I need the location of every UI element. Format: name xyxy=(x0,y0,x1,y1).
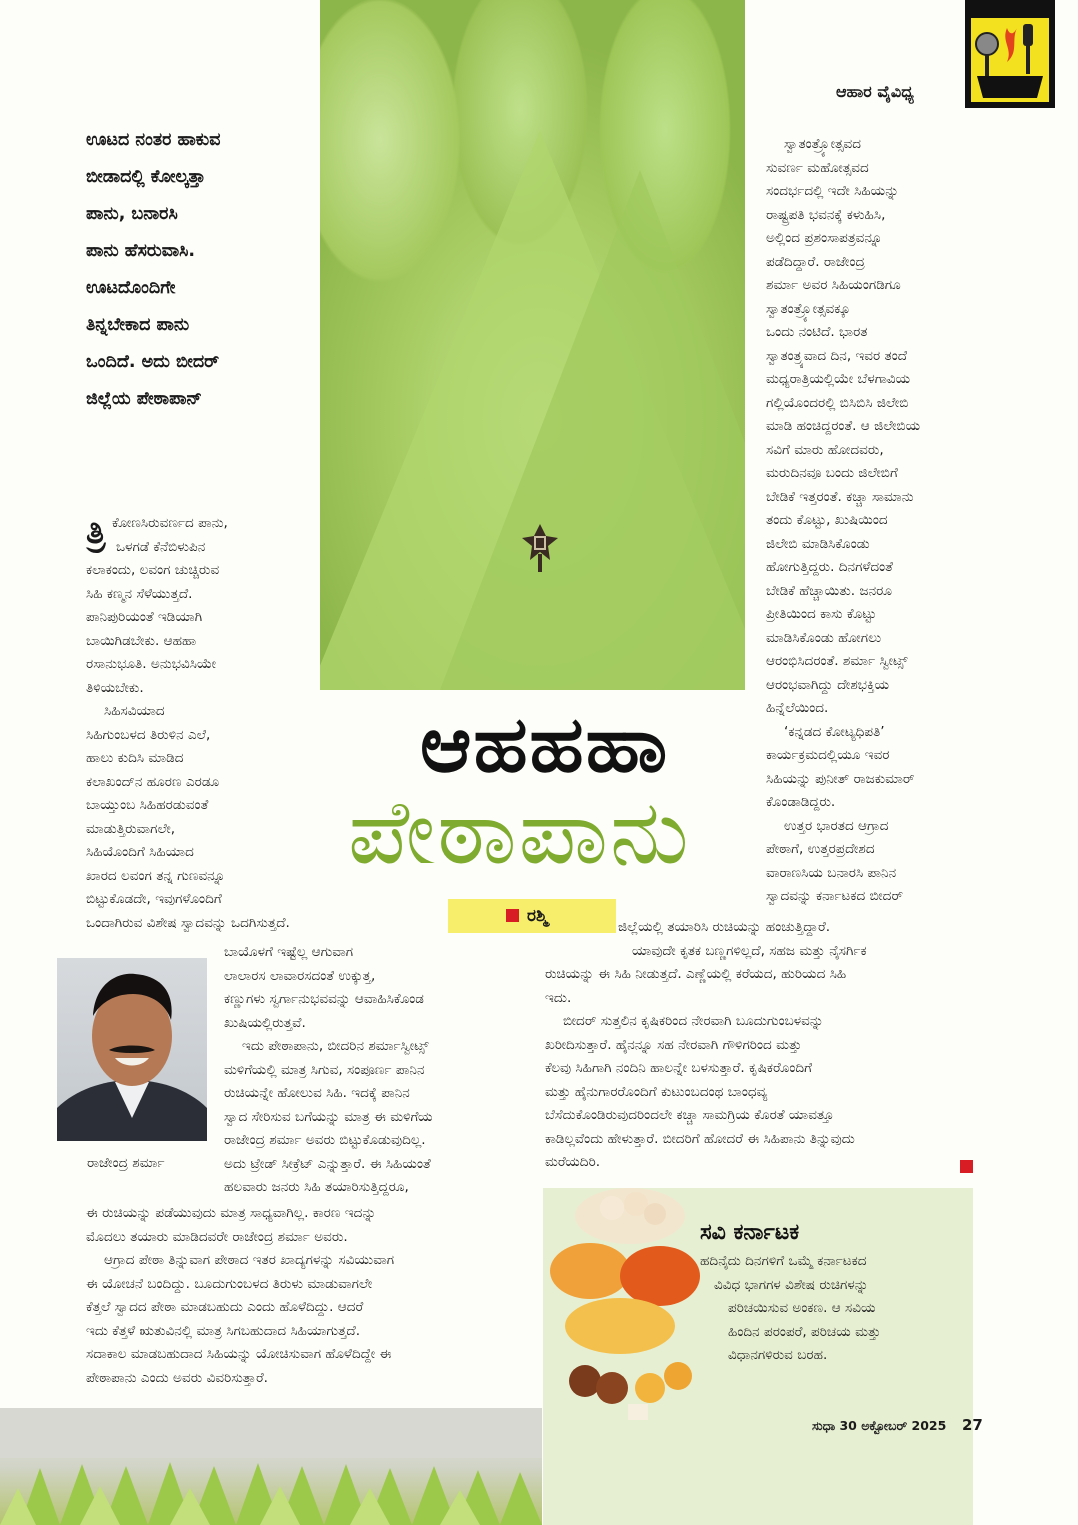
text-line: ಒಂದು ನಂಟಿದೆ. ಭಾರತ xyxy=(766,324,868,340)
text-line: ಮಾಡಿಸಿಕೊಂಡು ಹೋಗಲು xyxy=(766,629,882,646)
hero-photo-peta-paan xyxy=(320,0,745,690)
text-line: ಅಲ್ಲಿಂದ ಪ್ರಶಂಸಾಪತ್ರವನ್ನೂ xyxy=(766,230,883,246)
text-line: ರಾಷ್ಟ್ರಪತಿ ಭವನಕ್ಕೆ ಕಳುಹಿಸಿ, xyxy=(766,206,886,223)
section-label: ಆಹಾರ ವೈವಿಧ್ಯ xyxy=(836,82,914,101)
text-line: ಖುಷಿಯಲ್ಲಿರುತ್ತವೆ. xyxy=(224,1014,306,1031)
text-line: ಜಿಲ್ಲೆಯಲ್ಲಿ ತಯಾರಿಸಿ ರುಚಿಯನ್ನು ಹಂಚುತ್ತಿದ್ದಾರೆ. xyxy=(618,919,831,935)
text-line: ಆಗ್ರಾದ ಪೇಠಾ ತಿನ್ನುವಾಗ ಪೇಠಾದ ಇತರ ಖಾದ್ಯಗಳನ್ನು ಸವಿಯುವಾಗ xyxy=(104,1252,395,1268)
text-line: ಪೇಠಾಗೆ, ಉತ್ತರಪ್ರದೇಶದ xyxy=(766,841,875,857)
text-line: ಕೆಲವು ಸಿಹಿಗಾಗಿ ನಂದಿನಿ ಹಾಲನ್ನೇ ಬಳಸುತ್ತಾರೆ. ಕೃಷಿಕರೊಂದಿಗೆ xyxy=(545,1060,813,1076)
headline-line-1: ಆಹಹಹಾ xyxy=(420,700,670,790)
intro-line: ಪಾನು ಹೆಸರುವಾಸಿ. xyxy=(86,241,196,261)
text-line: ಕಲಾಖಂದ್‌ನ ಹೂರಣ ಎರಡೂ xyxy=(86,773,220,790)
text-line: ಮರುದಿನವೂ ಬಂದು ಜಿಲೇಬಿಗೆ xyxy=(766,465,898,481)
end-square-icon xyxy=(960,1160,973,1173)
page-number: 27 xyxy=(962,1416,983,1434)
paan-shape-2 xyxy=(440,170,745,690)
text-line: ಕಲಾಕಂದು, ಲವಂಗ ಚುಚ್ಚಿರುವ xyxy=(86,562,220,578)
intro-line: ಬೀಡಾದಲ್ಲಿ ಕೋಲ್ಕತ್ತಾ xyxy=(86,167,206,187)
text-line: ಪ್ರೀತಿಯಿಂದ ಕಾಸು ಕೊಟ್ಟು xyxy=(766,606,877,622)
text-line: ಕಾರ್ಯಕ್ರಮದಲ್ಲಿಯೂ ಇವರ xyxy=(766,747,890,763)
center-column xyxy=(224,941,534,1200)
text-line: ಮಾಡುತ್ತಿರುವಾಗಲೇ, xyxy=(86,820,176,837)
intro-line: ಒಂದಿದೆ. ಅದು ಬೀದರ್ xyxy=(86,352,220,372)
text-line: ಸಿಹಿಸವಿಯಾದ xyxy=(104,703,165,719)
text-line: ಖರೀದಿಸುತ್ತಾರೆ. ಹೈನನ್ನೂ ಸಹ ನೇರವಾಗಿ ಗೌಳಿಗರಿಂದ ಮತ್ತು xyxy=(545,1036,802,1053)
bottom-photo-paan-rows xyxy=(0,1408,542,1525)
text-line: ರುಚಿಯನ್ನೇ ಹೋಲುವ ಸಿಹಿ. ಇದಕ್ಕೆ ಪಾನಿನ xyxy=(224,1085,410,1101)
text-line: ರಸಾನುಭೂತಿ. ಅನುಭವಿಸಿಯೇ xyxy=(86,656,217,672)
photo-caption: ರಾಜೇಂದ್ರ ಶರ್ಮಾ xyxy=(87,1155,165,1171)
text-line: ಇದು ಪೇಠಾಪಾನು, ಬೀದರಿನ ಶರ್ಮಾಸ್ವೀಟ್ಸ್ xyxy=(242,1038,429,1054)
text-line: ಹದಿನೈದು ದಿನಗಳಿಗೆ ಒಮ್ಮೆ ಕರ್ನಾಟಕದ xyxy=(700,1253,867,1269)
text-line: ಆರಂಭವಾಗಿದ್ದು ದೇಶಭಕ್ತಿಯ xyxy=(766,676,890,693)
headline-line-2: ಪೇಠಾಪಾನು xyxy=(348,780,691,885)
cooking-utensils-logo-icon xyxy=(965,0,1055,108)
text-line: ಸಂದರ್ಭದಲ್ಲಿ ಇದೇ ಸಿಹಿಯನ್ನು xyxy=(766,183,899,199)
text-line: ಮಳಿಗೆಯಲ್ಲಿ ಮಾತ್ರ ಸಿಗುವ, ಸಂಪೂರ್ಣ ಪಾನಿನ xyxy=(224,1061,425,1078)
right-column xyxy=(766,133,976,909)
text-line: ಹಾಲು ಕುದಿಸಿ ಮಾಡಿದ xyxy=(86,750,184,766)
text-line: ಈ ಯೋಚನೆ ಬಂದಿದ್ದು. ಬೂದುಗುಂಬಳದ ತಿರುಳು ಮಾಡುವಾಗಲೇ xyxy=(86,1275,373,1292)
text-line: ಇದು ಕೆತ್ತಳೆ ಋತುವಿನಲ್ಲಿ ಮಾತ್ರ ಸಿಗಬಹುದಾದ ಸಿಹಿಯಾಗುತ್ತದೆ. xyxy=(86,1322,361,1339)
text-line: ವಾರಾಣಸಿಯ ಬನಾರಸಿ ಪಾನಿನ xyxy=(766,864,897,881)
footer-issue: ಸುಧಾ 30 ಅಕ್ಟೋಬರ್ 2025 xyxy=(812,1418,947,1433)
text-line: ‘ಕನ್ನಡದ ಕೋಟ್ಯಧಿಪತಿ’ xyxy=(784,723,885,740)
text-line: ಬಾಯ್ತುಂಬ ಸಿಹಿಹರಡುವಂತೆ xyxy=(86,797,209,813)
text-line: ತಂದು ಕೊಟ್ಟು, ಖುಷಿಯಿಂದ xyxy=(766,512,888,528)
text-line: ಬೇಡಿಕೆ ಹೆಚ್ಚಾಯಿತು. ಜನರೂ xyxy=(766,582,893,599)
author-name: ರಶ್ಮಿ xyxy=(527,906,548,926)
drop-cap: ತ್ರಿ xyxy=(86,512,106,552)
text-line: ಪಾನಿಪುರಿಯಂತೆ ಇಡಿಯಾಗಿ xyxy=(86,609,203,625)
text-line: ಬಾಯಿಗಿಡಬೇಕು. ಆಹಹಾ xyxy=(86,632,197,649)
text-line: ಬೇಡಿಕೆ ಇತ್ತರಂತೆ. ಕಚ್ಚಾ ಸಾಮಾನು xyxy=(766,488,914,505)
text-line: ಅದು ಟ್ರೇಡ್ ಸೀಕ್ರೆಟ್ ಎನ್ನುತ್ತಾರೆ. ಈ ಸಿಹಿಯಂತೆ xyxy=(224,1155,431,1172)
text-line: ಪರಿಚಯಿಸುವ ಅಂಕಣ. ಆ ಸವಿಯ xyxy=(728,1300,876,1316)
text-line: ಸುವರ್ಣ ಮಹೋತ್ಸವದ xyxy=(766,159,869,176)
sweets-photo xyxy=(550,1176,700,1426)
savi-box-title: ಸವಿ ಕರ್ನಾಟಕ xyxy=(700,1220,800,1245)
text-line: ಒಳಗಡೆ ಕೆನೆಬಿಳುಪಿನ xyxy=(116,538,206,555)
text-line: ಮತ್ತು ಹೈನುಗಾರರೊಂದಿಗೆ ಕುಟುಂಬದಂಥ ಬಾಂಧವ್ಯ xyxy=(545,1083,768,1100)
text-line: ತಿಳಿಯಬೇಕು. xyxy=(86,679,144,696)
text-line: ಬಿಟ್ಟುಕೊಡದೇ, ಇವುಗಳೊಂದಿಗೆ xyxy=(86,891,222,907)
text-line: ಸ್ವಾತಂತ್ರ್ಯೋತ್ಸವಕ್ಕೂ xyxy=(766,300,851,317)
text-line: ಹಲವಾರು ಜನರು ಸಿಹಿ ತಯಾರಿಸುತ್ತಿದ್ದರೂ, xyxy=(224,1179,409,1195)
text-line: ಲಾಲಾರಸ ಲಾವಾರಸದಂತೆ ಉಕ್ಕುತ್ತ, xyxy=(224,967,376,984)
text-line: ಪಡೆದಿದ್ದಾರೆ. ರಾಜೇಂದ್ರ xyxy=(766,253,865,270)
text-line: ಸದಾಕಾಲ ಮಾಡಬಹುದಾದ ಸಿಹಿಯನ್ನು ಯೋಚಿಸುವಾಗ ಹೊಳೆದಿದ್ದೇ ಈ xyxy=(86,1346,392,1362)
text-line: ಇದು. xyxy=(545,989,572,1006)
photo-rajendra-sharma xyxy=(57,958,207,1141)
intro-line: ಊಟದೊಂದಿಗೇ xyxy=(86,278,176,298)
red-square-icon xyxy=(506,909,519,922)
text-line: ಆರಂಭಿಸಿದರಂತೆ. ಶರ್ಮಾ ಸ್ವೀಟ್ಸ್ xyxy=(766,653,908,669)
intro-line: ಜಿಲ್ಲೆಯ ಪೇಠಾಪಾನ್‌ xyxy=(86,389,202,409)
text-line: ಹೋಗುತ್ತಿದ್ದರು. ದಿನಗಳೆದಂತೆ xyxy=(766,559,893,575)
text-line: ಕಾಡಿಲ್ಲವೆಂದು ಹೇಳುತ್ತಾರೆ. ಬೀದರಿಗೆ ಹೋದರೆ ಈ ಸಿಹಿಪಾನು ತಿನ್ನುವುದು xyxy=(545,1130,855,1147)
text-line: ಮೊದಲು ತಯಾರು ಮಾಡಿದವರೇ ರಾಜೇಂದ್ರ ಶರ್ಮಾ ಅವರು. xyxy=(86,1228,348,1245)
text-line: ಒಂದಾಗಿರುವ ವಿಶೇಷ ಸ್ವಾದವನ್ನು ಒದಗಿಸುತ್ತದೆ. xyxy=(86,914,290,931)
text-line: ಸಿಹಿಯೊಂದಿಗೆ ಸಿಹಿಯಾದ xyxy=(86,844,194,860)
text-line: ಬಾಯೊಳಗೆ ಇಷ್ಟೆಲ್ಲ ಆಗುವಾಗ xyxy=(224,944,354,960)
text-line: ಕೋಣಸಿರುವರ್ಣದ ಪಾನು, xyxy=(112,515,228,531)
text-line: ಈ ರುಚಿಯನ್ನು ಪಡೆಯುವುದು ಮಾತ್ರ ಸಾಧ್ಯವಾಗಿಲ್ಲ. ಕಾರಣ ಇದನ್ನು xyxy=(86,1205,377,1221)
text-line: ಯಾವುದೇ ಕೃತಕ ಬಣ್ಣಗಳಿಲ್ಲದೆ, ಸಹಜ ಮತ್ತು ನೈಸರ್ಗಿಕ xyxy=(632,942,867,959)
text-line: ಮರೆಯದಿರಿ. xyxy=(545,1154,601,1170)
text-line: ಸ್ವಾದ ಸೇರಿಸುವ ಬಗೆಯನ್ನು ಮಾತ್ರ ಈ ಮಳಿಗೆಯ xyxy=(224,1108,433,1125)
text-line: ರಾಜೇಂದ್ರ ಶರ್ಮಾ ಅವರು ಬಿಟ್ಟುಕೊಡುವುದಿಲ್ಲ. xyxy=(224,1132,426,1148)
intro-line: ಊಟದ ನಂತರ ಹಾಕುವ xyxy=(86,130,221,150)
savi-box-text xyxy=(700,1250,970,1368)
text-line: ಕೆತ್ತಲೆ ಸ್ವಾದದ ಪೇಠಾ ಮಾಡಬಹುದು ಎಂದು ಹೊಳೆದಿದ್ದು. ಆದರೆ xyxy=(86,1299,364,1315)
text-line: ರುಚಿಯನ್ನು ಈ ಸಿಹಿ ನೀಡುತ್ತದೆ. ಎಣ್ಣೆಯಲ್ಲಿ ಕರೆಯದ, ಹುರಿಯದ ಸಿಹಿ xyxy=(545,966,847,982)
text-line: ಹಿಂದಿನ ಪರಂಪರೆ, ಪರಿಚಯ ಮತ್ತು xyxy=(728,1323,881,1340)
intro-line: ತಿನ್ನಬೇಕಾದ ಪಾನು xyxy=(86,315,190,335)
text-line: ಸವಿಗೆ ಮಾರು ಹೋದವರು, xyxy=(766,441,884,458)
clove-icon xyxy=(520,520,560,574)
text-line: ಖಾರದ ಲವಂಗ ತನ್ನ ಗುಣವನ್ನೂ xyxy=(86,867,226,884)
intro-line: ಪಾನು, ಬನಾರಸಿ xyxy=(86,204,178,224)
text-line: ಗಲ್ಲಿಯೊಂದರಲ್ಲಿ ಬಿಸಿಬಿಸಿ ಜಿಲೇಬಿ xyxy=(766,394,909,411)
text-line: ಸಿಹಿ ಕಣ್ಮನ ಸೆಳೆಯುತ್ತದೆ. xyxy=(86,585,193,602)
text-line: ಸಿಹಿಗುಂಬಳದ ತಿರುಳಿನ ಎಲೆ, xyxy=(86,726,211,743)
text-line: ಹಿನ್ನೆಲೆಯಿಂದ. xyxy=(766,700,829,716)
text-line: ಉತ್ತರ ಭಾರತದ ಆಗ್ರಾದ xyxy=(784,817,889,834)
text-line: ಬೀದರ್ ಸುತ್ತಲಿನ ಕೃಷಿಕರಿಂದ ನೇರವಾಗಿ ಬೂದುಗುಂಬಳವನ್ನು xyxy=(563,1013,824,1029)
text-line: ಮಾಡಿ ಹಂಚಿದ್ದರಂತೆ. ಆ ಜಿಲೇಬಿಯ xyxy=(766,418,921,434)
text-line: ಪೇಠಾಪಾನು ಎಂದು ಅವರು ವಿವರಿಸುತ್ತಾರೆ. xyxy=(86,1369,268,1386)
text-line: ಸ್ವಾತಂತ್ರ್ಯೋತ್ಸವದ xyxy=(784,136,862,152)
bottom-column xyxy=(86,1202,536,1390)
text-line: ವಿಧಾನಗಳಿರುವ ಬರಹ. xyxy=(728,1347,828,1363)
intro-blurb xyxy=(86,122,301,418)
text-line: ವಿವಿಧ ಭಾಗಗಳ ವಿಶೇಷ ರುಚಿಗಳನ್ನು xyxy=(714,1276,869,1293)
text-line: ಕೊಂಡಾಡಿದ್ದರು. xyxy=(766,794,836,810)
text-line: ಕಣ್ಣುಗಳು ಸ್ವರ್ಗಾನುಭವವನ್ನು ಆವಾಹಿಸಿಕೊಂಡ xyxy=(224,991,424,1007)
left-column xyxy=(86,512,321,935)
text-line: ಸ್ವಾತಂತ್ರ್ಯವಾದ ದಿನ, ಇವರ ತಂದೆ xyxy=(766,347,908,364)
text-line: ಮಧ್ಯರಾತ್ರಿಯಲ್ಲಿಯೇ ಬೆಳಗಾವಿಯ xyxy=(766,371,911,387)
text-line: ಸ್ವಾದವನ್ನು ಕರ್ನಾಟಕದ ಬೀದರ್ xyxy=(766,888,904,904)
mid-column xyxy=(545,916,975,1175)
text-line: ಬೆಸೆದುಕೊಂಡಿರುವುದರಿಂದಲೇ ಕಚ್ಚಾ ಸಾಮಗ್ರಿಯ ಕೊರತೆ ಯಾವತ್ತೂ xyxy=(545,1107,834,1123)
text-line: ಸಿಹಿಯನ್ನು ಪುನೀತ್ ರಾಜಕುಮಾರ್ xyxy=(766,770,915,787)
text-line: ಶರ್ಮಾ ಅವರ ಸಿಹಿಯಂಗಡಿಗೂ xyxy=(766,277,901,293)
text-line: ಜಿಲೇಬಿ ಮಾಡಿಸಿಕೊಂಡು xyxy=(766,535,870,552)
